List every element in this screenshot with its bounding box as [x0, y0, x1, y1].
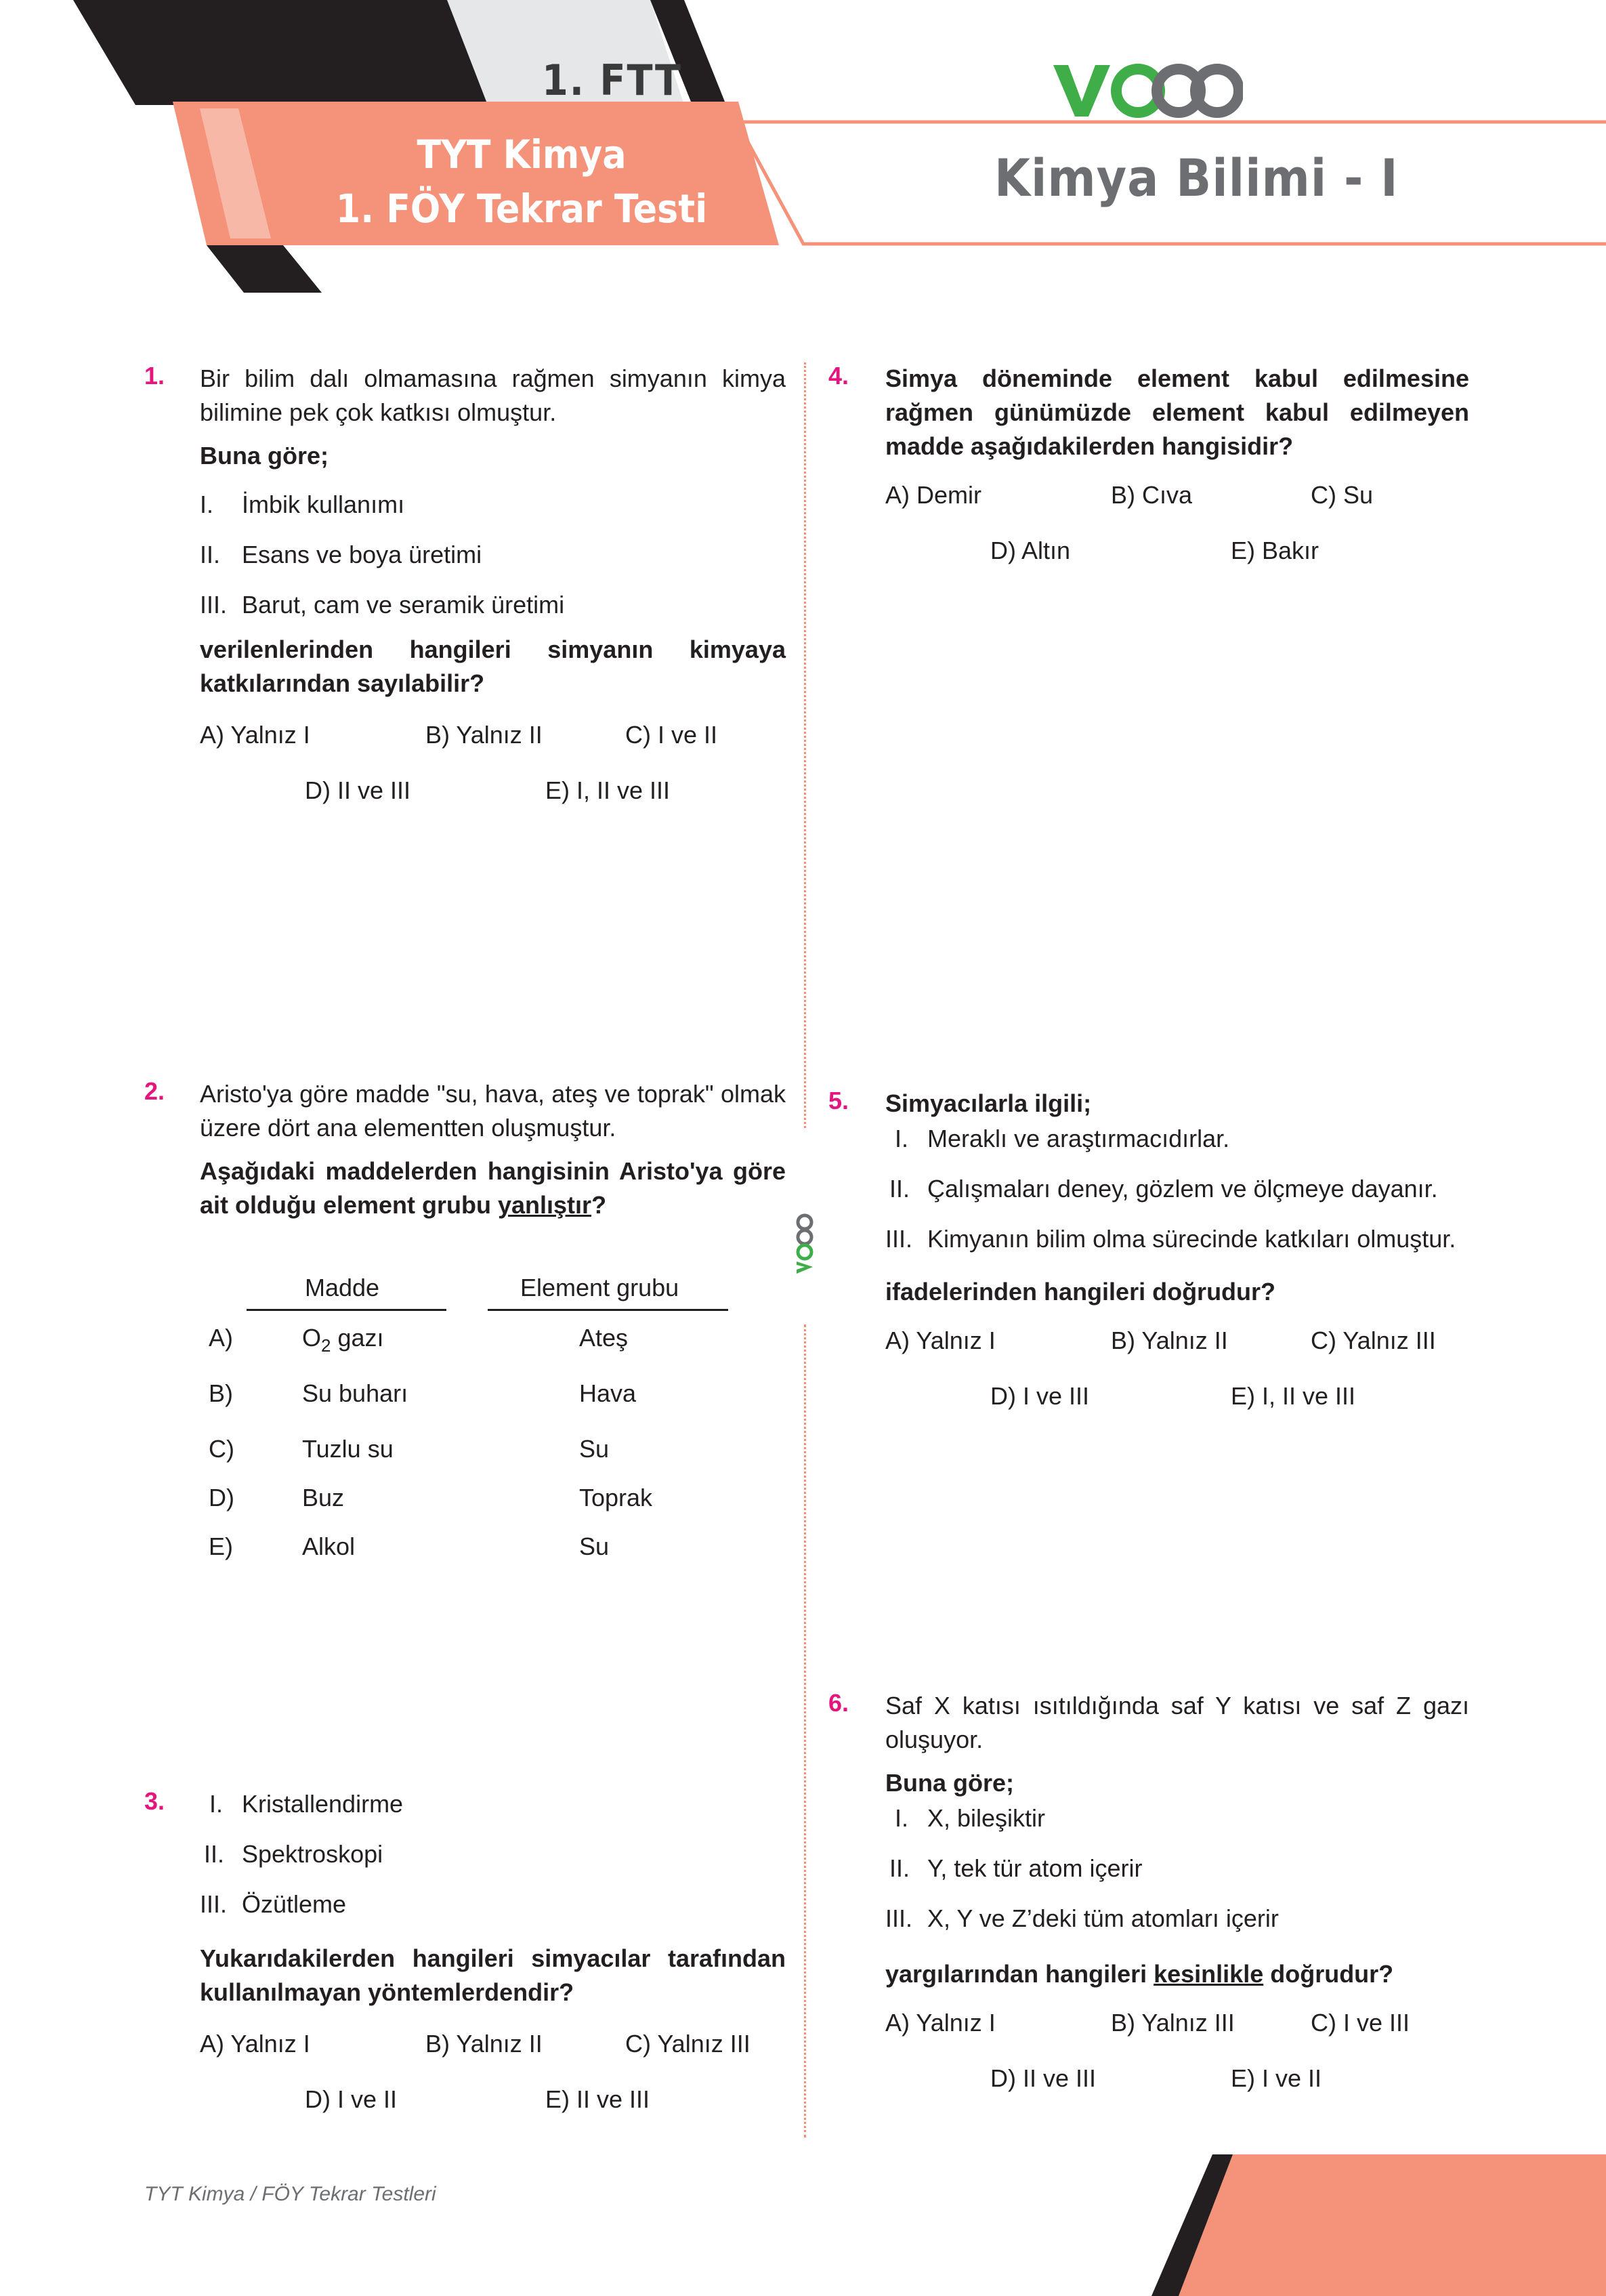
q1-item-1: I. İmbik kullanımı [200, 490, 405, 518]
q2-row-e-group: Su [579, 1532, 610, 1560]
q6-stem: Saf X katısı ısıtıldığında saf Y katısı ve saf Z gazı oluşuyor. [885, 1692, 1469, 1753]
q2-row-a-label[interactable]: A) [209, 1324, 233, 1352]
q5-lead: Simyacılarla ilgili; [885, 1089, 1092, 1117]
q2-header-line-1 [247, 1309, 446, 1311]
question-5 [885, 1087, 1469, 1435]
q2-row-a-group: Ateş [579, 1324, 629, 1352]
q5-option-d[interactable]: D) I ve III [990, 1382, 1090, 1410]
q3-number: 3. [144, 1787, 165, 1815]
q2-header-line-2 [488, 1309, 728, 1311]
q6-item-3: III. X, Y ve Z’deki tüm atomları içerir [885, 1904, 1279, 1932]
q1-item-3: III. Barut, cam ve seramik üretimi [200, 591, 565, 619]
q1-option-e[interactable]: E) I, II ve III [545, 776, 671, 804]
q5-number: 5. [828, 1087, 849, 1114]
q6-option-b[interactable]: B) Yalnız III [1111, 2009, 1235, 2037]
q5-item-1: I. Meraklı ve araştırmacıdırlar. [895, 1125, 1230, 1152]
subject-title: Kimya Bilimi - I [994, 148, 1399, 208]
q5-options-row1 [885, 1324, 1469, 1379]
q3-item-3: III. Özütleme [200, 1890, 347, 1918]
q2-table [203, 1268, 786, 1573]
q3-item-2: II. Spektroskopi [204, 1840, 383, 1868]
q3-prompt: Yukarıdakilerden hangileri simyacılar tarafından kullanılmayan yöntemlerdendir? [200, 1944, 786, 2006]
q5-option-c[interactable]: C) Yalnız III [1311, 1327, 1436, 1354]
q3-options-row2 [200, 2083, 786, 2138]
q4-option-c[interactable]: C) Su [1311, 481, 1374, 509]
q2-stem: Aristo'ya göre madde "su, hava, ateş ve toprak" olmak üzere dört ana elementten oluşmuştur. [200, 1080, 786, 1142]
q5-options-row2 [885, 1379, 1469, 1435]
test-title-line2: 1. FÖY Tekrar Testi [335, 186, 708, 232]
q1-option-a[interactable]: A) Yalnız I [200, 721, 310, 749]
q5-item-3: III. Kimyanın bilim olma sürecinde katkıları olmuştur. [885, 1225, 1456, 1253]
q6-lead: Buna göre; [885, 1769, 1015, 1797]
q6-number: 6. [828, 1689, 849, 1717]
q4-options-row2 [885, 534, 1469, 589]
q1-options-row2 [200, 774, 786, 829]
q6-prompt: yargılarından hangileri kesinlikle doğrudur? [885, 1960, 1394, 1988]
q2-row-b-substance: Su buharı [302, 1379, 408, 1407]
q1-options-row1 [200, 718, 786, 774]
q1-number: 1. [144, 362, 165, 390]
q3-option-e[interactable]: E) II ve III [545, 2085, 650, 2113]
q1-prompt: verilenlerinden hangileri simyanın kimyaya katkılarından sayılabilir? [200, 635, 786, 697]
q1-option-b[interactable]: B) Yalnız II [425, 721, 543, 749]
q4-option-d[interactable]: D) Altın [990, 537, 1071, 564]
q5-item-2: II. Çalışmaları deney, gözlem ve ölçmeye dayanır. [889, 1175, 1438, 1203]
column-divider-bottom [804, 1324, 806, 2137]
test-title [312, 127, 732, 236]
q2-col-header-group: Element grubu [520, 1274, 679, 1301]
q2-prompt-underlined: yanlıştır [498, 1191, 592, 1219]
q6-option-a[interactable]: A) Yalnız I [885, 2009, 996, 2037]
q3-option-b[interactable]: B) Yalnız II [425, 2030, 543, 2058]
q6-prompt-underlined: kesinlikle [1154, 1960, 1264, 1988]
divider-logo [793, 1213, 817, 1281]
question-4 [885, 362, 1469, 589]
test-title-line1: TYT Kimya [417, 131, 627, 178]
q2-row-d-substance: Buz [302, 1484, 345, 1511]
q5-prompt: ifadelerinden hangileri doğrudur? [885, 1278, 1276, 1306]
q1-lead: Buna göre; [200, 442, 329, 469]
q6-options-row1 [885, 2006, 1469, 2062]
q2-row-e-substance: Alkol [302, 1532, 356, 1560]
q6-option-c[interactable]: C) I ve III [1311, 2009, 1410, 2037]
q3-option-d[interactable]: D) I ve II [305, 2085, 398, 2113]
question-2 [200, 1077, 786, 1222]
q3-option-c[interactable]: C) Yalnız III [625, 2030, 751, 2058]
q2-number: 2. [144, 1077, 165, 1105]
q4-option-b[interactable]: B) Cıva [1111, 481, 1193, 509]
q5-option-a[interactable]: A) Yalnız I [885, 1327, 996, 1354]
q2-row-c-substance: Tuzlu su [302, 1435, 394, 1463]
q1-stem: Bir bilim dalı olmamasına rağmen simyanın kimya bilimine pek çok katkısı olmuştur. [200, 364, 786, 426]
q6-option-d[interactable]: D) II ve III [990, 2064, 1097, 2092]
q4-option-a[interactable]: A) Demir [885, 481, 981, 509]
q4-option-e[interactable]: E) Bakır [1231, 537, 1319, 564]
q3-options-row1 [200, 2027, 786, 2083]
column-divider-top [804, 362, 806, 1128]
q2-row-b-group: Hava [579, 1379, 637, 1407]
q6-item-2: II. Y, tek tür atom içerir [889, 1854, 1143, 1882]
footer-graphics [1151, 2154, 1606, 2296]
q1-option-d[interactable]: D) II ve III [305, 776, 411, 804]
q2-row-a-substance: $O_2$ gazı [302, 1324, 384, 1356]
q3-item-1: I. Kristallendirme [209, 1790, 404, 1818]
q2-prompt: Aşağıdaki maddelerden hangisinin Aristo'ya göre ait olduğu element grubu yanlıştır? [200, 1157, 786, 1219]
q1-item-2: II. Esans ve boya üretimi [200, 541, 482, 568]
vono-logo [1053, 60, 1243, 121]
q2-row-b-label[interactable]: B) [209, 1379, 233, 1407]
question-6 [885, 1689, 1469, 2117]
q2-col-header-substance: Madde [305, 1274, 380, 1301]
q6-option-e[interactable]: E) I ve II [1231, 2064, 1322, 2092]
q2-row-d-label[interactable]: D) [209, 1484, 234, 1511]
q2-row-d-group: Toprak [579, 1484, 653, 1511]
q4-options-row1 [885, 478, 1469, 534]
q4-prompt: Simya döneminde element kabul edilmesine rağmen günümüzde element kabul edilmeyen madde aşağıdakilerden hangisidir? [885, 364, 1469, 460]
q4-number: 4. [828, 362, 849, 390]
question-1 [200, 362, 786, 829]
test-code: 1. FTT [542, 56, 683, 105]
question-3 [200, 1787, 786, 2138]
q3-option-a[interactable]: A) Yalnız I [200, 2030, 310, 2058]
q5-option-e[interactable]: E) I, II ve III [1231, 1382, 1356, 1410]
q6-item-1: I. X, bileşiktir [895, 1804, 1046, 1832]
q1-option-c[interactable]: C) I ve II [625, 721, 718, 749]
q5-option-b[interactable]: B) Yalnız II [1111, 1327, 1228, 1354]
q2-row-c-label[interactable]: C) [209, 1435, 234, 1463]
q2-row-c-group: Su [579, 1435, 610, 1463]
q6-options-row2 [885, 2062, 1469, 2117]
footer-text: TYT Kimya / FÖY Tekrar Testleri [144, 2183, 436, 2205]
q2-row-e-label[interactable]: E) [209, 1532, 233, 1560]
